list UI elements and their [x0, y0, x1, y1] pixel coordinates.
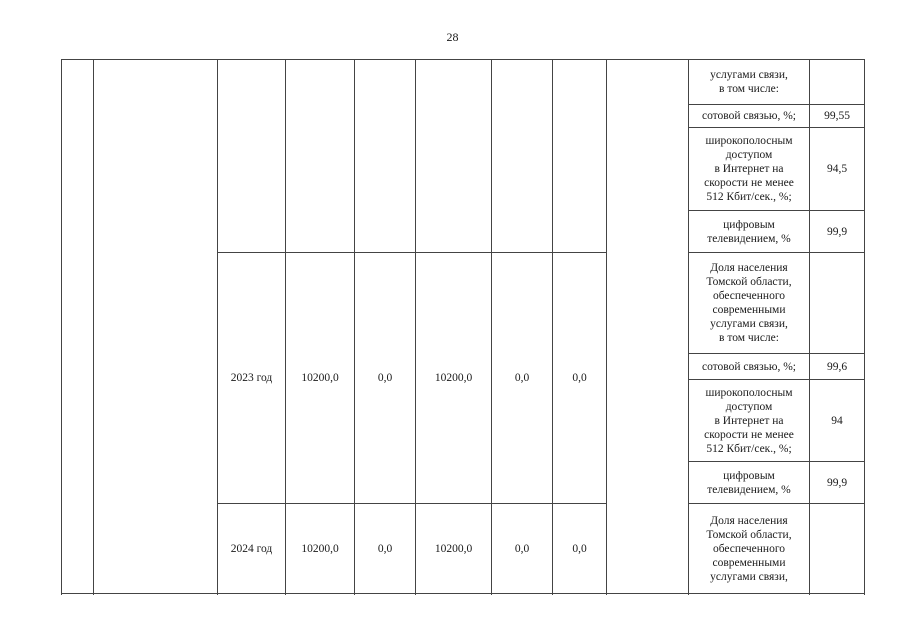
- indicator-name: Доля населения Томской области, обеспеченного современными услугами связи,: [689, 504, 810, 594]
- indicator-name: цифровым телевидением, %: [689, 462, 810, 504]
- year-cell: 2023 год: [218, 253, 286, 504]
- total-funding-cell: 10200,0: [286, 253, 355, 504]
- regional-budget-cell: 10200,0: [416, 504, 492, 594]
- indicator-name: цифровым телевидением, %: [689, 211, 810, 253]
- year-cell: [218, 60, 286, 253]
- regional-budget-cell: 10200,0: [416, 253, 492, 504]
- indicator-value: 99,6: [810, 354, 865, 380]
- executor-column-cell: [607, 60, 689, 594]
- number-column-cell: [62, 60, 94, 594]
- indicator-value: [810, 504, 865, 594]
- indicator-value: 94: [810, 380, 865, 462]
- local-budget-cell: [492, 60, 553, 253]
- page-number: 28: [446, 30, 459, 44]
- other-sources-cell: 0,0: [553, 253, 607, 504]
- indicator-name: сотовой связью, %;: [689, 105, 810, 128]
- indicator-value: 94,5: [810, 128, 865, 211]
- other-sources-cell: [553, 60, 607, 253]
- indicator-value: 99,9: [810, 211, 865, 253]
- indicator-value: 99,55: [810, 105, 865, 128]
- year-cell: 2024 год: [218, 504, 286, 594]
- federal-budget-cell: 0,0: [355, 253, 416, 504]
- federal-budget-cell: 0,0: [355, 504, 416, 594]
- indicator-name: широкополосным доступом в Интернет на скорости не менее 512 Кбит/сек., %;: [689, 380, 810, 462]
- measure-name-column-cell: [94, 60, 218, 594]
- indicator-name: сотовой связью, %;: [689, 354, 810, 380]
- regional-budget-cell: [416, 60, 492, 253]
- indicator-name: широкополосным доступом в Интернет на скорости не менее 512 Кбит/сек., %;: [689, 128, 810, 211]
- other-sources-cell: 0,0: [553, 504, 607, 594]
- indicator-value: [810, 60, 865, 105]
- indicator-name: Доля населения Томской области, обеспеченного современными услугами связи, в том числе:: [689, 253, 810, 354]
- local-budget-cell: 0,0: [492, 253, 553, 504]
- indicator-value: [810, 253, 865, 354]
- indicator-name: услугами связи, в том числе:: [689, 60, 810, 105]
- program-table: [61, 59, 865, 594]
- indicator-value: 99,9: [810, 462, 865, 504]
- federal-budget-cell: [355, 60, 416, 253]
- local-budget-cell: 0,0: [492, 504, 553, 594]
- total-funding-cell: 10200,0: [286, 504, 355, 594]
- total-funding-cell: [286, 60, 355, 253]
